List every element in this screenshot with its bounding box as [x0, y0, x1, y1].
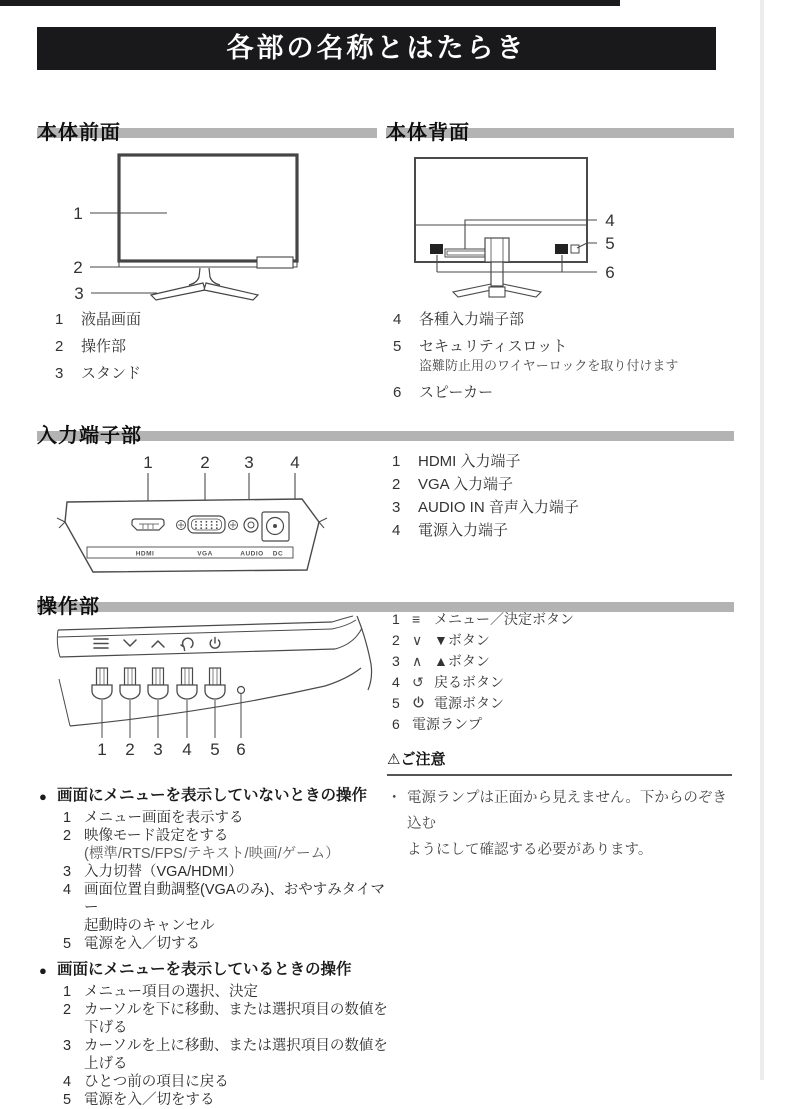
legend-num: 1: [392, 611, 400, 627]
control-buttons: [92, 668, 225, 699]
legend-num: 4: [392, 522, 401, 539]
back-icon: ↺: [412, 674, 424, 690]
legend-row: [392, 611, 574, 628]
stand-mount: [485, 238, 509, 262]
legend-num: 6: [393, 384, 402, 401]
legend-label: セキュリティスロット: [419, 338, 568, 355]
section-heading-front: [37, 116, 377, 144]
legend-sublabel: 盗難防止用のワイヤーロックを取り付けます: [419, 358, 679, 373]
callout-label: 3: [74, 284, 84, 303]
control-panel-diagram: [35, 616, 385, 764]
legend-label: スピーカー: [419, 384, 494, 401]
bullet-icon: ●: [39, 963, 47, 978]
section-heading-controls: [37, 590, 734, 618]
legend-label: HDMI 入力端子: [418, 453, 521, 470]
legend-row: [392, 522, 579, 540]
legend-label: AUDIO IN 音声入力端子: [418, 499, 579, 516]
speaker-left: [430, 244, 443, 254]
list-item: 2 映像モード設定をする (標準/RTS/FPS/テキスト/映画/ゲーム）: [63, 828, 340, 862]
chevron-down-icon: ∨: [412, 632, 423, 648]
page-title-banner: [37, 27, 716, 70]
legend-label: 電源ボタン: [434, 695, 504, 711]
legend-row: [55, 338, 141, 356]
callout-label: 6: [605, 263, 615, 282]
stand-base: [204, 283, 258, 300]
legend-num: 2: [55, 338, 64, 355]
legend-row: [392, 653, 574, 670]
operation-list-heading: ● 画面にメニューを表示していないときの操作: [39, 787, 368, 804]
front-legend: [55, 311, 141, 392]
callout-label: 1: [73, 204, 83, 223]
legend-row: [392, 499, 579, 517]
power-icon: [412, 695, 434, 712]
panel-menu-icon: [94, 639, 108, 648]
legend-row: [392, 674, 574, 691]
page-title: 各部の名称とはたらき: [226, 33, 527, 63]
scan-edge-shadow: [760, 0, 764, 1080]
legend-label: 電源ランプ: [412, 716, 482, 732]
bullet-icon: ・: [387, 790, 402, 806]
caution-text: 電源ランプは正面から見えません。下からのぞき込む ようにして確認する必要があります。: [407, 790, 727, 858]
front-monitor-diagram: [35, 145, 380, 310]
legend-row: [393, 384, 764, 402]
legend-label: メニュー／決定ボタン: [434, 611, 574, 627]
callout-label: 2: [200, 453, 210, 472]
legend-num: 4: [392, 674, 400, 690]
callout-label: 2: [125, 740, 135, 759]
legend-label: 戻るボタン: [434, 674, 504, 690]
callout-label: 6: [236, 740, 246, 759]
callout-label: 3: [153, 740, 163, 759]
legend-label: 操作部: [81, 338, 127, 355]
caution-box: [387, 748, 732, 863]
callout-label: 1: [143, 453, 153, 472]
legend-num: 2: [392, 632, 400, 648]
section-heading-text: 本体背面: [386, 122, 470, 144]
legend-num: 4: [393, 311, 402, 328]
terminals-legend: [392, 453, 579, 545]
port-label-hdmi: HDMI: [135, 550, 155, 558]
legend-row: [55, 365, 141, 383]
list-item: 3 入力切替（VGA/HDMI）: [63, 864, 243, 880]
security-slot: [571, 245, 579, 253]
port-label-vga: VGA: [197, 550, 213, 558]
legend-label: ▲ボタン: [434, 653, 490, 669]
legend-row: [393, 311, 764, 329]
callout-label: 4: [605, 211, 615, 230]
operation-list-heading: ● 画面にメニューを表示しているときの操作: [39, 961, 352, 978]
list-item: 5 電源を入／切をする: [63, 1092, 215, 1108]
legend-num: 3: [55, 365, 64, 382]
list-item: 4 画面位置自動調整(VGAのみ)、おやすみタイマー 起動時のキャンセル: [63, 882, 385, 934]
back-monitor-diagram: [385, 145, 734, 310]
list-item: 1 メニュー項目の選択、決定: [63, 984, 258, 1000]
controls-legend: [392, 611, 574, 737]
scan-edge-artifact: [0, 0, 620, 6]
legend-num: 1: [55, 311, 64, 328]
operations: [39, 787, 393, 1109]
section-heading-back: [386, 116, 734, 144]
legend-label: 液晶画面: [81, 311, 142, 328]
legend-row: [392, 716, 574, 733]
panel-power-icon: [210, 638, 220, 649]
legend-row: [392, 476, 579, 494]
legend-row: [393, 338, 764, 375]
section-heading-terminals: [37, 419, 734, 447]
callout-label: 3: [244, 453, 254, 472]
menu-icon: ≡: [412, 611, 421, 627]
lcd-screen: [119, 155, 297, 261]
legend-row: [392, 632, 574, 649]
port-label-audio: AUDIO: [240, 550, 264, 558]
legend-num: 5: [392, 695, 400, 711]
legend-label: スタンド: [81, 365, 142, 382]
callout-label: 2: [73, 258, 83, 277]
list-item: 5 電源を入／切する: [63, 936, 200, 952]
control-panel-box: [257, 257, 293, 268]
legend-num: 5: [393, 338, 402, 355]
section-heading-text: 本体前面: [37, 122, 121, 144]
legend-row: [55, 311, 141, 329]
legend-num: 1: [392, 453, 401, 470]
input-terminals-diagram: [35, 448, 380, 580]
panel-down-icon: [124, 640, 136, 646]
list-item: 2 カーソルを下に移動、または選択項目の数値を 下げる: [63, 1002, 388, 1036]
back-legend: [393, 311, 764, 411]
power-lamp: [238, 687, 245, 694]
callout-label: 1: [97, 740, 107, 759]
section-heading-text: 入力端子部: [37, 425, 142, 447]
panel-up-icon: [152, 641, 164, 647]
legend-label: 電源入力端子: [418, 522, 509, 539]
legend-num: 3: [392, 653, 400, 669]
chevron-up-icon: ∧: [412, 653, 423, 669]
legend-num: 6: [392, 716, 400, 732]
panel-back-icon: [181, 638, 193, 650]
list-item: 3 カーソルを上に移動、または選択項目の数値を 上げる: [63, 1038, 388, 1072]
stand-base: [151, 283, 205, 300]
port-label-dc: DC: [272, 550, 284, 558]
stand-base: [503, 284, 541, 297]
stand-column: [491, 262, 503, 286]
speaker-right: [555, 244, 568, 254]
callout-label: 5: [210, 740, 220, 759]
section-heading-text: 操作部: [37, 596, 100, 618]
operation-list-menu-shown: [39, 961, 393, 1109]
operation-list-menu-hidden: [39, 787, 393, 953]
callout-label: 4: [182, 740, 192, 759]
terminal-panel: [65, 499, 319, 572]
legend-row: [392, 453, 579, 471]
legend-label: 各種入力端子部: [419, 311, 525, 328]
list-item: 4 ひとつ前の項目に戻る: [63, 1074, 229, 1090]
warning-icon: ⚠: [387, 751, 401, 768]
callout-label: 4: [290, 453, 300, 472]
stand-base: [453, 284, 491, 297]
legend-num: 2: [392, 476, 401, 493]
legend-label: VGA 入力端子: [418, 476, 514, 493]
caution-heading: [387, 748, 732, 776]
caution-heading-text: ご注意: [400, 751, 446, 768]
caution-body: [387, 785, 732, 863]
heading-underline: [37, 602, 734, 612]
bullet-icon: ●: [39, 789, 47, 804]
legend-row: [392, 695, 574, 712]
legend-label: ▼ボタン: [434, 632, 490, 648]
legend-num: 3: [392, 499, 401, 516]
callout-label: 5: [605, 234, 615, 253]
list-item: 1 メニュー画面を表示する: [63, 810, 244, 826]
